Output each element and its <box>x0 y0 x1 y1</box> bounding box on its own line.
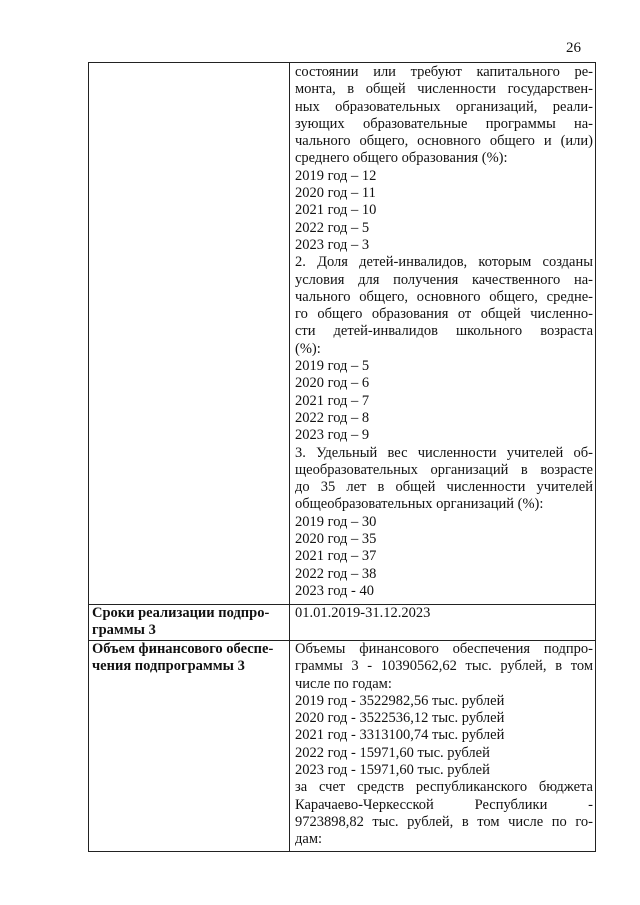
indicator1-year: 2021 год – 10 <box>295 202 377 219</box>
indicator1-year: 2023 год – 3 <box>295 236 370 253</box>
indicator3-line: общеобразовательных организаций (%): <box>295 496 544 513</box>
indicator2-line: чального общего, основного общего, средне- <box>295 288 593 305</box>
indicator2-line: го общего образования от общей численно- <box>295 306 593 323</box>
passport-table <box>88 62 596 852</box>
row1-right-cell <box>295 64 593 600</box>
row1-line: состоянии или требуют капитального ре- <box>295 64 593 80</box>
row2-right-cell <box>295 605 593 622</box>
row2-left-cell <box>92 605 286 640</box>
funding-year: 2023 год - 15971,60 тыс. рублей <box>295 762 490 779</box>
funding-label-line: чения подпрограммы 3 <box>92 658 245 675</box>
row1-line: ных образовательных организаций, реали- <box>295 98 593 115</box>
funding-label-line: Объем финансового обеспе- <box>92 641 274 657</box>
column-divider <box>289 63 290 851</box>
indicator2-line: условия для получения качественного на- <box>295 271 593 288</box>
indicator3-line: до 35 лет в общей численности учителей <box>295 479 593 496</box>
indicator2-line: 2. Доля детей-инвалидов, которым созданы <box>295 254 593 271</box>
row3-left-cell <box>92 641 286 676</box>
row1-line: чального общего, основного общего и (или) <box>295 133 593 150</box>
funding-year: 2022 год - 15971,60 тыс. рублей <box>295 744 490 761</box>
period-label-line: граммы 3 <box>92 622 156 639</box>
row1-line: монта, в общей численности государствен- <box>295 81 593 98</box>
row1-line: среднего общего образования (%): <box>295 150 508 167</box>
indicator1-year: 2019 год – 12 <box>295 167 377 184</box>
indicator3-year: 2021 год – 37 <box>295 548 377 565</box>
page-number: 26 <box>566 40 581 56</box>
indicator1-year: 2020 год – 11 <box>295 185 376 202</box>
row1-line: зующих образовательные программы на- <box>295 115 593 132</box>
funding-year: 2020 год - 3522536,12 тыс. рублей <box>295 710 505 727</box>
row3-right-cell <box>295 641 593 849</box>
funding-year: 2021 год - 3313100,74 тыс. рублей <box>295 727 505 744</box>
indicator2-year: 2023 год – 9 <box>295 427 370 444</box>
period-value: 01.01.2019-31.12.2023 <box>295 605 431 621</box>
funding-line: 9723898,82 тыс. рублей, в том числе по го- <box>295 813 593 830</box>
indicator2-year: 2021 год – 7 <box>295 392 370 409</box>
indicator3-year: 2019 год – 30 <box>295 513 377 530</box>
indicator3-line: 3. Удельный вес численности учителей об- <box>295 444 593 461</box>
indicator3-year: 2022 год – 38 <box>295 565 377 582</box>
indicator1-year: 2022 год – 5 <box>295 219 370 236</box>
funding-line: Карачаево-Черкесской Республики - <box>295 796 593 813</box>
indicator3-year: 2020 год – 35 <box>295 531 377 548</box>
funding-line: дам: <box>295 831 323 848</box>
period-label-line: Сроки реализации подпро- <box>92 605 270 621</box>
indicator2-year: 2019 год – 5 <box>295 358 370 375</box>
indicator2-year: 2022 год – 8 <box>295 409 370 426</box>
funding-line: за счет средств республиканского бюджета <box>295 779 593 796</box>
indicator2-line: (%): <box>295 340 321 357</box>
indicator2-year: 2020 год – 6 <box>295 375 370 392</box>
funding-year: 2019 год - 3522982,56 тыс. рублей <box>295 692 505 709</box>
funding-line: граммы 3 - 10390562,62 тыс. рублей, в том <box>295 658 593 675</box>
funding-line: числе по годам: <box>295 675 392 692</box>
funding-line: Объемы финансового обеспечения подпро- <box>295 641 593 657</box>
indicator2-line: сти детей-инвалидов школьного возраста <box>295 323 593 340</box>
indicator3-year: 2023 год - 40 <box>295 582 374 599</box>
indicator3-line: щеобразовательных организаций в возрасте <box>295 461 593 478</box>
